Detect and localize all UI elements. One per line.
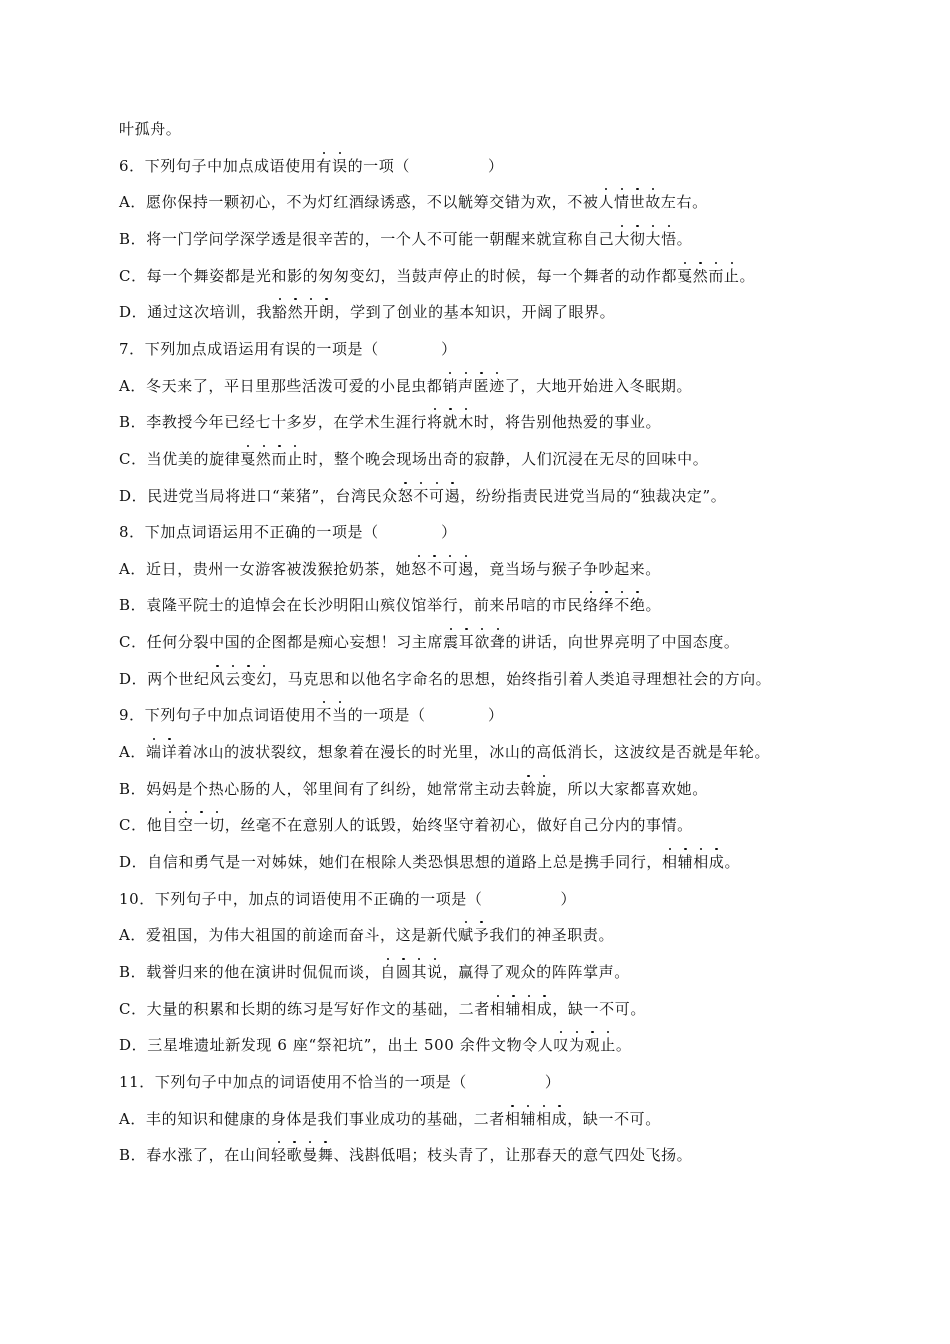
text-segment: B．李教授今年已经七十多岁，在学术生涯行 (119, 413, 428, 431)
dotted-char: 其 (411, 963, 428, 981)
dotted-char: 当 (331, 706, 348, 724)
emphasis-dotted-phrase (210, 670, 272, 688)
text-line (119, 266, 755, 286)
dotted-char: 曼 (302, 1146, 318, 1164)
text-segment: 6．下列句子中加点成语使用 (119, 157, 317, 175)
dotted-char: 大 (614, 230, 630, 248)
emphasis-dotted-phrase (427, 413, 474, 431)
dotted-char: 而 (708, 267, 724, 285)
text-line (119, 412, 661, 432)
dotted-char: 止 (287, 450, 303, 468)
text-segment: A．丰的知识和健康的身体是我们事业成功的基础，二者 (119, 1110, 505, 1128)
text-line (119, 376, 692, 396)
dotted-char: 遏 (458, 560, 474, 578)
dotted-char: 幻 (256, 670, 273, 688)
dotted-char: 误 (331, 157, 348, 175)
dotted-char: 说 (427, 963, 443, 981)
dotted-char: 销 (442, 377, 459, 395)
text-segment: 9．下列句子中加点词语使用 (119, 706, 317, 724)
dotted-char: 不 (426, 560, 443, 578)
text-segment: D．两个世纪 (119, 670, 210, 688)
emphasis-dotted-phrase (583, 596, 645, 614)
dotted-char: 轻 (271, 1146, 287, 1164)
dotted-char: 而 (271, 450, 288, 468)
text-segment: 左右。 (660, 193, 708, 211)
text-line (119, 192, 708, 212)
dotted-char: 遏 (444, 487, 461, 505)
dotted-char: 有 (316, 157, 332, 175)
dotted-char: 舞 (317, 1146, 334, 1164)
text-segment: ，丝毫不在意别人的诋毁，始终坚守着初心，做好自己分内的事情。 (224, 816, 693, 834)
dotted-char: 绎 (598, 596, 615, 614)
dotted-char: 可 (428, 487, 445, 505)
text-line (119, 595, 661, 615)
dotted-char: 圆 (395, 963, 412, 981)
dotted-char: 不 (614, 596, 630, 614)
emphasis-dotted-phrase (662, 853, 724, 871)
text-segment: C．他 (119, 816, 163, 834)
text-line (119, 1072, 561, 1092)
dotted-char: 相 (489, 1000, 506, 1018)
emphasis-dotted-phrase (271, 1146, 333, 1164)
dotted-char: 欲 (474, 633, 490, 651)
dotted-char: 成 (551, 1110, 568, 1128)
emphasis-dotted-phrase (505, 1110, 567, 1128)
text-line (119, 632, 740, 652)
dotted-char: 世 (629, 193, 646, 211)
emphasis-dotted-phrase (677, 267, 739, 285)
text-segment: 的一项是（ ） (347, 706, 504, 724)
text-line (119, 1035, 631, 1055)
dotted-char: 将 (427, 413, 443, 431)
emphasis-dotted-phrase (411, 560, 473, 578)
emphasis-dotted-phrase (398, 487, 460, 505)
text-segment: C．大量的积累和长期的练习是写好作文的基础，二者 (119, 1000, 490, 1018)
emphasis-dotted-phrase (316, 706, 347, 724)
emphasis-dotted-phrase (380, 963, 442, 981)
dotted-char: 相 (521, 1000, 537, 1018)
dotted-char: 详 (161, 743, 178, 761)
text-line (119, 1145, 692, 1165)
dotted-char: 情 (614, 193, 630, 211)
text-segment: B．将一门学问学深学透是很辛苦的，一个人不可能一朝醒来就宣称自己 (119, 230, 615, 248)
text-segment: 时，将告别他热爱的事业。 (473, 413, 662, 431)
dotted-char: 不 (413, 487, 429, 505)
text-segment: C．当优美的旋律 (119, 450, 241, 468)
text-segment: 10．下列句子中，加点的词语使用不正确的一项是（ ） (119, 890, 577, 908)
text-line (119, 1109, 661, 1129)
text-line (119, 999, 646, 1019)
emphasis-dotted-phrase (272, 303, 334, 321)
dotted-char: 变 (240, 670, 257, 688)
dotted-char: 故 (645, 193, 661, 211)
text-segment: D．三星堆遗址新发现 6 座“祭祀坑”，出土 500 余件文物令人 (119, 1036, 554, 1054)
text-segment: ，学到了创业的基本知识，开阔了眼界。 (334, 303, 616, 321)
text-line (119, 339, 457, 359)
dotted-char: 风 (209, 670, 226, 688)
text-segment: A．冬天来了，平日里那些活泼可爱的小昆虫都 (119, 377, 443, 395)
dotted-char: 为 (569, 1036, 585, 1054)
dotted-char: 成 (708, 853, 725, 871)
dotted-char: 大 (645, 230, 662, 248)
emphasis-dotted-phrase (316, 157, 347, 175)
dotted-char: 人 (598, 193, 615, 211)
emphasis-dotted-phrase (614, 230, 676, 248)
dotted-char: 叹 (553, 1036, 570, 1054)
dotted-char: 声 (458, 377, 474, 395)
text-line (119, 156, 504, 176)
emphasis-dotted-phrase (521, 780, 552, 798)
dotted-char: 一 (193, 816, 210, 834)
text-line (119, 449, 708, 469)
text-segment: B．载誉归来的他在演讲时侃侃而谈， (119, 963, 381, 981)
text-segment: ，缺一不可。 (567, 1110, 661, 1128)
dotted-char: 怒 (397, 487, 414, 505)
text-segment: D．民进党当局将进口“莱猪”，台湾民众 (119, 487, 398, 505)
dotted-char: 斡 (520, 780, 537, 798)
dotted-char: 相 (536, 1110, 552, 1128)
dotted-char: 然 (287, 303, 304, 321)
dotted-char: 然 (255, 450, 272, 468)
text-line (119, 119, 181, 139)
emphasis-dotted-phrase (146, 743, 177, 761)
text-segment: 着冰山的波状裂纹，想象着在漫长的时光里，冰山的高低消长，这波纹是否就是年轮。 (177, 743, 771, 761)
dotted-char: 震 (443, 633, 459, 651)
dotted-char: 络 (583, 596, 599, 614)
text-segment: B．妈妈是个热心肠的人，邻里间有了纠纷，她常常主动去 (119, 780, 521, 798)
dotted-char: 空 (177, 816, 194, 834)
text-line (119, 229, 692, 249)
dotted-char: 豁 (272, 303, 288, 321)
text-segment: 时，整个晚会现场出奇的寂静，人们沉浸在无尽的回味中。 (302, 450, 709, 468)
dotted-char: 观 (584, 1036, 601, 1054)
dotted-char: 赋 (458, 926, 474, 944)
text-segment: 了，大地开始进入冬眠期。 (504, 377, 693, 395)
text-segment: 的一项（ ） (347, 157, 504, 175)
dotted-char: 怒 (411, 560, 427, 578)
text-segment: A．近日，贵州一女游客被泼猴抢奶茶，她 (119, 560, 412, 578)
dotted-char: 可 (442, 560, 459, 578)
dotted-char: 辅 (677, 853, 694, 871)
text-segment: ，竟当场与猴子争吵起来。 (473, 560, 661, 578)
text-segment: ，赢得了观众的阵阵掌声。 (442, 963, 630, 981)
dotted-char: 彻 (629, 230, 646, 248)
text-segment: A． (119, 743, 147, 761)
dotted-char: 戛 (677, 267, 693, 285)
dotted-char: 成 (536, 1000, 553, 1018)
dotted-char: 相 (662, 853, 678, 871)
dotted-char: 端 (146, 743, 162, 761)
text-segment: 、浅斟低唱；枝头青了，让那春天的意气四处飞扬。 (333, 1146, 693, 1164)
dotted-char: 匿 (473, 377, 490, 395)
text-segment: 的讲话，向世界亮明了中国态度。 (505, 633, 740, 651)
dotted-char: 云 (225, 670, 241, 688)
text-segment: 。 (615, 1036, 632, 1054)
text-segment: 8．下加点词语运用不正确的一项是（ ） (119, 523, 457, 541)
text-line (119, 705, 504, 725)
text-line (119, 779, 708, 799)
dotted-char: 就 (442, 413, 459, 431)
emphasis-dotted-phrase (458, 926, 489, 944)
dotted-char: 开 (303, 303, 319, 321)
text-line (119, 889, 576, 909)
text-line (119, 559, 661, 579)
dotted-char: 目 (162, 816, 178, 834)
text-segment: 。 (724, 853, 741, 871)
emphasis-dotted-phrase (162, 816, 224, 834)
text-segment: A．爱祖国，为伟大祖国的前途而奋斗，这是新代 (119, 926, 459, 944)
text-segment: ，所以大家都喜欢她。 (551, 780, 708, 798)
dotted-char: 迹 (489, 377, 505, 395)
text-segment: 。 (676, 230, 693, 248)
text-segment: 7．下列加点成语运用有误的一项是（ ） (119, 340, 457, 358)
dotted-char: 朗 (318, 303, 335, 321)
text-line (119, 852, 740, 872)
dotted-char: 自 (380, 963, 396, 981)
text-line (119, 962, 630, 982)
dotted-char: 相 (504, 1110, 521, 1128)
text-line (119, 742, 770, 762)
text-segment: 。 (739, 267, 756, 285)
emphasis-dotted-phrase (240, 450, 302, 468)
text-line (119, 486, 726, 506)
text-segment: A．愿你保持一颗初心，不为灯红酒绿诱惑，不以觥筹交错为欢，不被 (119, 193, 599, 211)
emphasis-dotted-phrase (598, 193, 660, 211)
text-segment: C．任何分裂中国的企图都是痴心妄想！习主席 (119, 633, 444, 651)
text-segment: 我们的神圣职责。 (489, 926, 615, 944)
text-segment: D．自信和勇气是一对姊妹，她们在根除人类恐惧思想的道路上总是携手同行， (119, 853, 663, 871)
text-line (119, 302, 615, 322)
emphasis-dotted-phrase (553, 1036, 615, 1054)
text-line (119, 522, 457, 542)
dotted-char: 辅 (520, 1110, 537, 1128)
text-line (119, 669, 771, 689)
dotted-char: 切 (209, 816, 225, 834)
dotted-char: 木 (458, 413, 474, 431)
text-segment: 叶孤舟。 (119, 120, 182, 138)
dotted-char: 止 (600, 1036, 616, 1054)
text-segment: 。 (645, 596, 662, 614)
dotted-char: 戛 (240, 450, 256, 468)
text-segment: D．通过这次培训，我 (119, 303, 273, 321)
text-segment: C．每一个舞姿都是光和影的匆匆变幻，当鼓声停止的时候，每一个舞者的动作都 (119, 267, 678, 285)
text-segment: B．袁隆平院士的追悼会在长沙明阳山殡仪馆举行，前来吊唁的市民 (119, 596, 584, 614)
dotted-char: 相 (693, 853, 709, 871)
dotted-char: 聋 (489, 633, 506, 651)
dotted-char: 旋 (536, 780, 552, 798)
dotted-char: 歌 (286, 1146, 303, 1164)
text-line (119, 925, 614, 945)
dotted-char: 然 (692, 267, 709, 285)
text-segment: ，马克思和以他名字命名的思想，始终指引着人类追寻理想社会的方向。 (272, 670, 772, 688)
dotted-char: 绝 (629, 596, 646, 614)
emphasis-dotted-phrase (490, 1000, 552, 1018)
emphasis-dotted-phrase (443, 633, 505, 651)
emphasis-dotted-phrase (442, 377, 504, 395)
dotted-char: 予 (473, 926, 490, 944)
dotted-char: 辅 (505, 1000, 522, 1018)
text-segment: ，缺一不可。 (552, 1000, 646, 1018)
dotted-char: 不 (316, 706, 332, 724)
text-segment: ，纷纷指责民进党当局的“独裁决定”。 (460, 487, 727, 505)
dotted-char: 耳 (458, 633, 475, 651)
text-line (119, 815, 693, 835)
text-segment: B．春水涨了，在山间 (119, 1146, 272, 1164)
text-segment: 11．下列句子中加点的词语使用不恰当的一项是（ ） (119, 1073, 561, 1091)
dotted-char: 悟 (661, 230, 677, 248)
dotted-char: 止 (723, 267, 740, 285)
